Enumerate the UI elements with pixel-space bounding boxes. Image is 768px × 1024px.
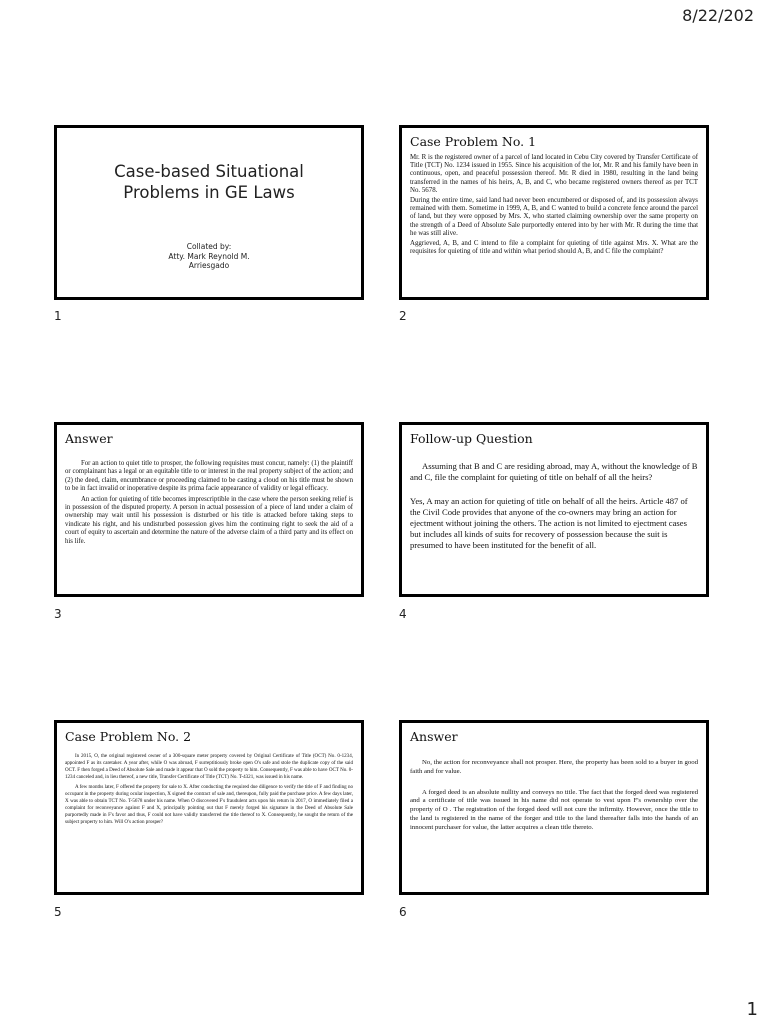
slide-thumbnail-1 xyxy=(54,125,364,300)
slide-number: 2 xyxy=(399,309,407,323)
presentation-title: Case-based Situational Problems in GE Laws xyxy=(114,162,304,202)
credits-line: Atty. Mark Reynold M. xyxy=(168,251,250,261)
slide-number: 3 xyxy=(54,607,62,621)
slide-paragraph: A forged deed is an absolute nullity and conveys no title. The fact that the forged deed was registered and a certificate of title was issued in his name did not operate to vest upon F's ownership over the property of O . The registration of the forged deed will not cure the infirmity. However, once the title to the land is registered in the name of the forger and title to the land thereafter falls into the hands of an innocent purchaser for value, the latter acquires a clean title thereto. xyxy=(410,788,698,831)
slide-paragraph: Aggrieved, A, B, and C intend to file a complaint for quieting of title against Mrs. X. What are the requisites for quieting of title and within what period should A, B, and C file the complaint? xyxy=(410,240,698,256)
slide-number: 5 xyxy=(54,905,62,919)
slide-thumbnail-6 xyxy=(399,720,709,895)
slide-paragraph: For an action to quiet title to prosper, the following requisites must concur, namely: (1) the plaintiff or complainant has a legal or an equitable title to or interest in the real property subject of the action; and (2) the deed, claim, encumbrance or proceeding claimed to be casting a cloud on his title must be shown to be in fact invalid or inoperative despite its prima facie appearance of validity or legal efficacy. xyxy=(65,460,353,493)
slide-thumbnail-2 xyxy=(399,125,709,300)
slide-paragraph: Mr. R is the registered owner of a parcel of land located in Cebu City covered by Transfer Certificate of Title (TCT) No. 1234 issued in 1955. Since his acquisition of the lot, Mr. R and his family have been in continuous, open, and peaceful possession thereof. Mr. R died in 1980, resulting in the land being transferred in the names of his heirs, A, B, and C, who became registered owners thereof as per TCT No. 5678. xyxy=(410,154,698,194)
slide-title: Case Problem No. 1 xyxy=(410,134,537,149)
slide-title: Answer xyxy=(65,431,113,446)
slide-title: Answer xyxy=(410,729,458,744)
follow-up-question: Assuming that B and C are residing abroad, may A, without the knowledge of B and C, file the complaint for quieting of title on behalf of all the heirs? xyxy=(410,461,698,482)
slide-body xyxy=(65,753,353,829)
slide-body xyxy=(410,759,698,845)
follow-up-answer: Yes, A may an action for quieting of title on behalf of all the heirs. Article 487 of the Civil Code provides that anyone of the co-owners may bring an action for ejectment without joining the others. The action is not limited to ejectment cases but includes all kinds of suits for recovery of possession because the suit is presumed to have been instituted for the benefit of all. xyxy=(410,496,688,550)
slide-paragraph: An action for quieting of title becomes imprescriptible in the case where the person seeking relief is in possession of the disputed property. A person in actual possession of a piece of land under a claim of ownership may wait until his possession is disturbed or his title is attacked before taking steps to vindicate his right, and his undisturbed possession gives him the continuing right to seek the aid of a court of equity to ascertain and determine the nature of the adverse claim of a third party and its effect on his life. xyxy=(65,495,353,545)
slide-number: 1 xyxy=(54,309,62,323)
slide-body xyxy=(410,154,698,258)
print-date: 8/22/202 xyxy=(682,6,754,25)
slide-title: Follow-up Question xyxy=(410,431,533,446)
slide-paragraph: A few months later, F offered the property for sale to X. After conducting the required due diligence to verify the title of F and finding no occupant in the property during ocular inspection, X signed the contract of sale and, thereupon, fully paid the purchase price. A few days later, X was able to obtain TCT No. T-5678 under his name. When O discovered F's fraudulent acts upon his return in 2017, O immediately filed a complaint for reconveyance against F and X, principally pointing out that F merely forged his signature in the Deed of Absolute Sale purportedly made in F's favor and thus, F could not have validly transferred the title thereof to X. Consequently, he sought the return of the subject property to him. Will O's action prosper? xyxy=(65,783,353,825)
slide-paragraph: No, the action for reconveyance shall not prosper. Here, the property has been sold to a buyer in good faith and for value. xyxy=(410,759,698,775)
slide-body xyxy=(65,460,353,548)
slide-body xyxy=(410,461,698,553)
credits-line: Collated by: xyxy=(186,242,232,251)
slide-thumbnail-3 xyxy=(54,422,364,597)
slide-paragraph: During the entire time, said land had never been encumbered or disposed of, and its possession always remained with them. Sometime in 1999, A, B, and C wanted to build a concrete fence around the parcel of land, but they were opposed by Mrs. X, who started claiming ownership over the same property on the strength of a Deed of Absolute Sale purportedly entered into by her with Mr. R during the time that he was still alive. xyxy=(410,197,698,237)
slide-number: 4 xyxy=(399,607,407,621)
slide-number: 6 xyxy=(399,905,407,919)
slide-title: Case Problem No. 2 xyxy=(65,729,192,744)
page-number: 1 xyxy=(746,999,758,1020)
slide-paragraph: In 2015, O, the original registered owner of a 300-square meter property covered by Original Certificate of Title (OCT) No. 0-1234, appointed F as its caretaker. A year after, while O was abroad, F surreptitiously broke open O's safe and stole the duplicate copy of the said OCT. F then forged a Deed of Absolute Sale and made it appear that O sold the property to him. Consequently, F was able to have OCT No. 0-1234 canceled and, in lieu thereof, a new title, Transfer Certificate of Title (TCT) No. T-4321, was issued in his name. xyxy=(65,753,353,780)
slide-thumbnail-4 xyxy=(399,422,709,597)
slide-thumbnail-5 xyxy=(54,720,364,895)
presentation-credits xyxy=(57,242,361,271)
credits-line: Arriesgado xyxy=(188,261,230,270)
